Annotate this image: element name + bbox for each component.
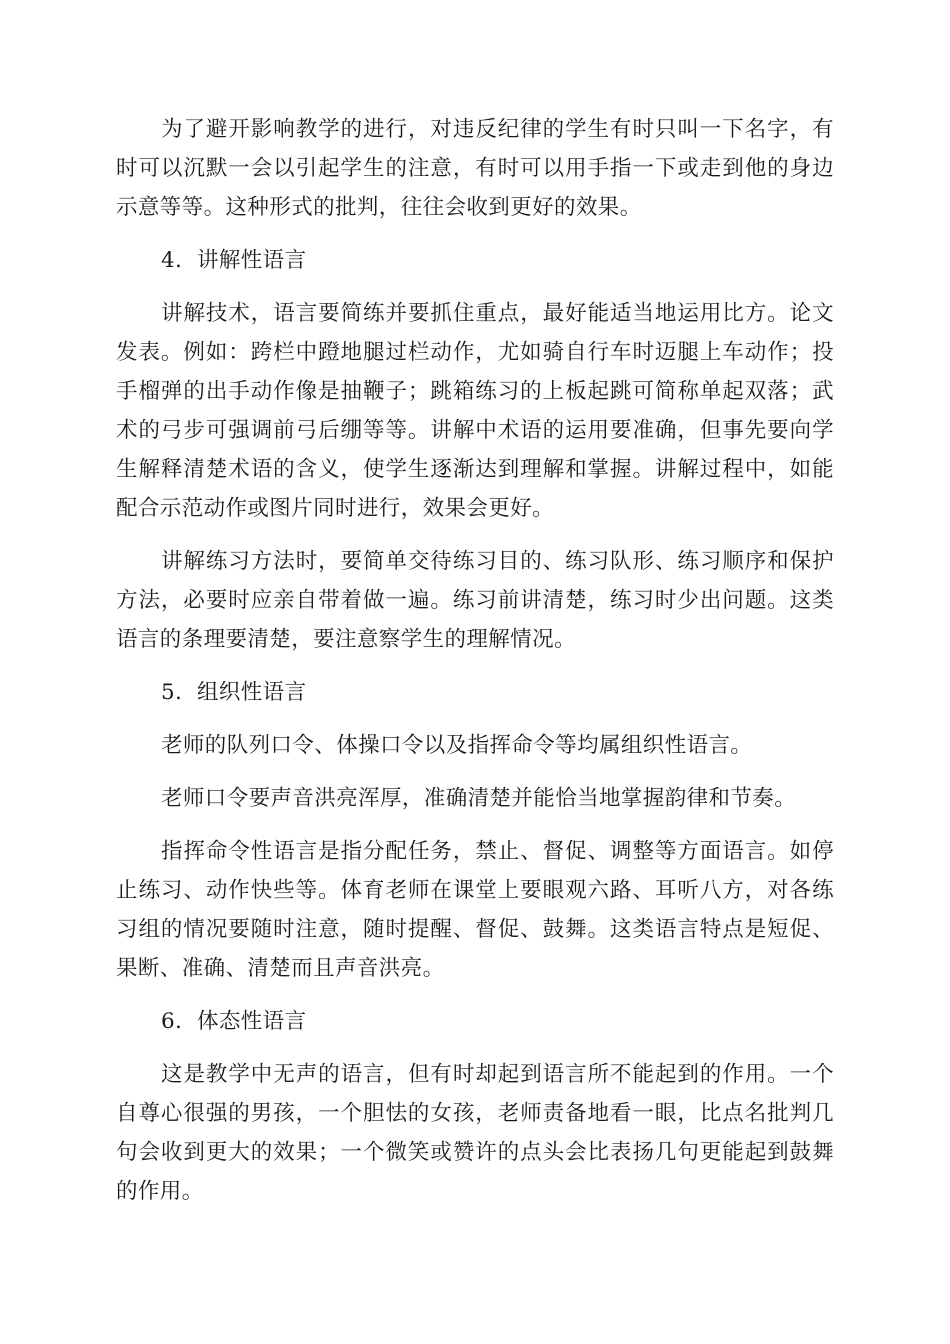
paragraph-gap [116, 659, 834, 673]
paragraph-gap [116, 280, 834, 294]
heading-organizational-language: 5．组织性语言 [161, 680, 307, 705]
paragraph-gap [116, 712, 834, 726]
heading-body-language: 6．体态性语言 [161, 1009, 307, 1034]
paragraph-gap [116, 765, 834, 779]
paragraph-commands-definition: 老师的队列口令、体操口令以及指挥命令等均属组织性语言。 [161, 733, 753, 758]
paragraph-discipline-methods: 为了避开影响教学的进行，对违反纪律的学生有时只叫一下名字，有时可以沉默一会以引起学生的注意，有时可以用手指一下或走到他的身边示意等等。这种形式的批判，往往会收到更好的效果。 [116, 117, 834, 220]
document-body [116, 110, 834, 1211]
paragraph-gap [116, 1041, 834, 1055]
paragraph-gap [116, 227, 834, 241]
paragraph-explaining-technique: 讲解技术，语言要简练并要抓住重点，最好能适当地运用比方。论文发表。例如：跨栏中蹬地腿过栏动作，尤如骑自行车时迈腿上车动作；投手榴弹的出手动作像是抽鞭子；跳箱练习的上板起跳可简称单起双落；武术的弓步可强调前弓后绷等等。讲解中术语的运用要准确，但事先要向学生解释清楚术语的含义，使学生逐渐达到理解和掌握。讲解过程中，如能配合示范动作或图片同时进行，效果会更好。 [116, 301, 834, 521]
paragraph-gap [116, 988, 834, 1002]
paragraph-directive-language: 指挥命令性语言是指分配任务，禁止、督促、调整等方面语言。如停止练习、动作快些等。体育老师在课堂上要眼观六路、耳听八方，对各练习组的情况要随时注意，随时提醒、督促、鼓舞。这类语言特点是短促、果断、准确、清楚而且声音洪亮。 [116, 839, 834, 981]
heading-explanatory-language: 4．讲解性语言 [161, 248, 307, 273]
paragraph-silent-language: 这是教学中无声的语言，但有时却起到语言所不能起到的作用。一个自尊心很强的男孩，一个胆怯的女孩，老师责备地看一眼，比点名批判几句会收到更大的效果；一个微笑或赞许的点头会比表扬几句更能起到鼓舞的作用。 [116, 1062, 834, 1204]
paragraph-command-voice: 老师口令要声音洪亮浑厚，准确清楚并能恰当地掌握韵律和节奏。 [161, 786, 797, 811]
paragraph-explaining-practice: 讲解练习方法时，要简单交待练习目的、练习队形、练习顺序和保护方法，必要时应亲自带着做一遍。练习前讲清楚，练习时少出问题。这类语言的条理要清楚，要注意察学生的理解情况。 [116, 549, 834, 652]
paragraph-gap [116, 818, 834, 832]
paragraph-gap [116, 528, 834, 542]
